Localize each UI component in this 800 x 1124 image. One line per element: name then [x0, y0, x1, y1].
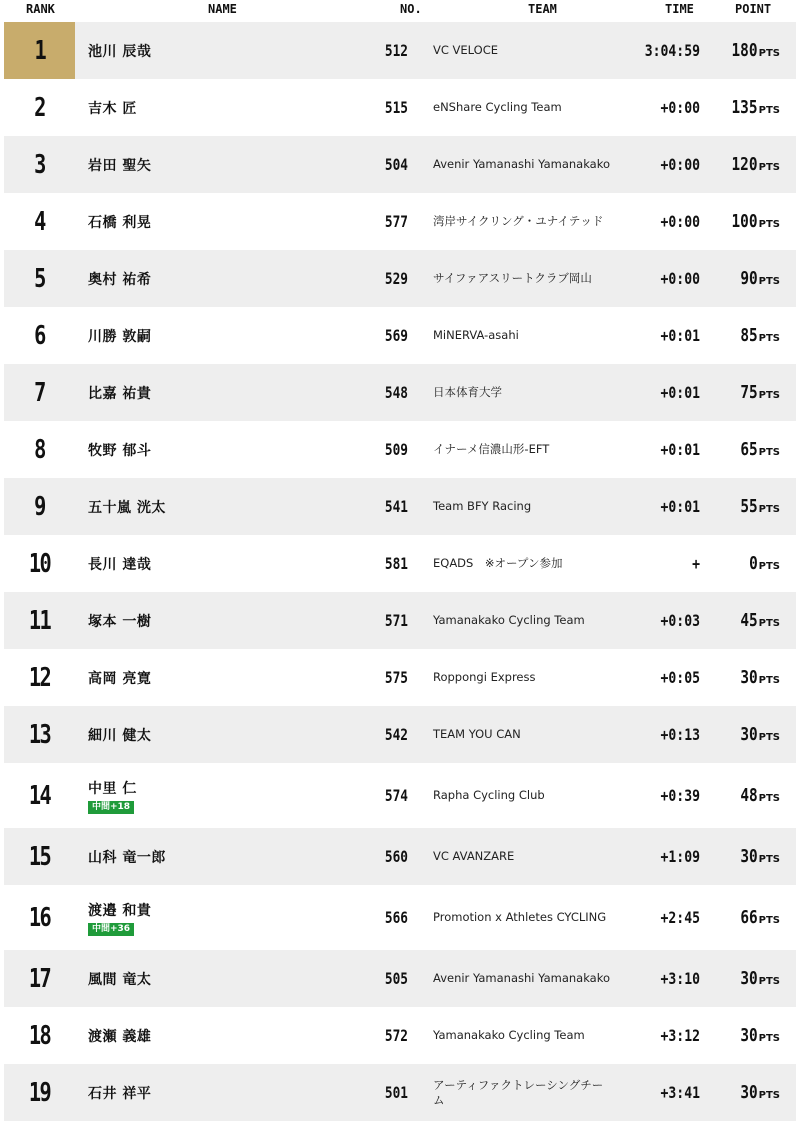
- table-row: [4, 364, 796, 421]
- bib-number: 566: [384, 908, 408, 927]
- table-body: [0, 22, 800, 1121]
- name-cell: [88, 1007, 151, 1064]
- points-unit: PTS: [758, 48, 780, 59]
- points-cell: [700, 1025, 780, 1046]
- name-cell: [88, 79, 137, 136]
- finish-time: +3:41: [660, 1083, 700, 1102]
- name-cell: [88, 535, 151, 592]
- points-cell: [700, 97, 780, 118]
- points-unit: PTS: [758, 561, 780, 572]
- intermediate-badge: 中間+18: [88, 801, 134, 814]
- header-point: POINT: [735, 2, 772, 16]
- rank-cell: [12, 763, 67, 828]
- points-cell: [700, 724, 780, 745]
- rider-name: 奥村 祐希: [88, 271, 152, 288]
- rider-name: 中里 仁: [88, 780, 137, 797]
- name-cell: [88, 22, 151, 79]
- finish-time: +0:01: [660, 497, 700, 516]
- points-value: 120: [731, 154, 758, 175]
- points-cell: [700, 846, 780, 867]
- finish-time: +0:39: [660, 786, 700, 805]
- rank-value: 7: [34, 377, 45, 408]
- bib-number: 529: [384, 269, 408, 288]
- points-unit: PTS: [758, 390, 780, 401]
- table-row: [4, 250, 796, 307]
- finish-time: +: [692, 554, 700, 573]
- points-value: 0: [748, 553, 758, 574]
- rank-value: 6: [34, 320, 45, 351]
- points-unit: PTS: [758, 1090, 780, 1101]
- finish-time: +0:05: [660, 668, 700, 687]
- rank-cell: [12, 136, 67, 193]
- points-unit: PTS: [758, 276, 780, 287]
- table-row: [4, 592, 796, 649]
- rider-name: 吉木 匠: [88, 100, 137, 117]
- points-value: 85: [740, 325, 758, 346]
- table-row: [4, 535, 796, 592]
- points-cell: [700, 968, 780, 989]
- team-name: サイファアスリートクラブ岡山: [433, 271, 592, 285]
- points-unit: PTS: [758, 162, 780, 173]
- bib-number: 501: [384, 1083, 408, 1102]
- rider-name: 池川 辰哉: [88, 43, 152, 60]
- rank-value: 9: [34, 491, 45, 522]
- rank-value: 1: [34, 35, 45, 66]
- rank-value: 13: [28, 719, 51, 750]
- finish-time: +0:00: [660, 155, 700, 174]
- points-value: 30: [740, 724, 758, 745]
- finish-time: +0:01: [660, 326, 700, 345]
- rider-name: 山科 竜一郎: [88, 849, 166, 866]
- rider-name: 塚本 一樹: [88, 613, 152, 630]
- points-unit: PTS: [758, 1033, 780, 1044]
- points-cell: [700, 907, 780, 928]
- team-name: 湾岸サイクリング・ユナイテッド: [433, 214, 604, 228]
- rank-cell: [12, 535, 67, 592]
- points-cell: [700, 154, 780, 175]
- bib-number: 542: [384, 725, 408, 744]
- points-cell: [700, 785, 780, 806]
- name-cell: [88, 250, 151, 307]
- rank-value: 18: [28, 1020, 51, 1051]
- name-cell: [88, 592, 151, 649]
- rider-name: 風間 竜太: [88, 971, 152, 988]
- bib-number: 509: [384, 440, 408, 459]
- bib-number: 505: [384, 969, 408, 988]
- finish-time: +0:01: [660, 440, 700, 459]
- bib-number: 577: [384, 212, 408, 231]
- table-header: [0, 0, 800, 22]
- points-unit: PTS: [758, 618, 780, 629]
- points-value: 100: [731, 211, 758, 232]
- bib-number: 575: [384, 668, 408, 687]
- points-unit: PTS: [758, 675, 780, 686]
- finish-time: +0:00: [660, 98, 700, 117]
- points-value: 66: [740, 907, 758, 928]
- points-cell: [700, 610, 780, 631]
- points-cell: [700, 211, 780, 232]
- rank-cell: [12, 421, 67, 478]
- finish-time: 3:04:59: [644, 41, 700, 60]
- table-row: [4, 950, 796, 1007]
- name-cell: [88, 364, 151, 421]
- team-name: Rapha Cycling Club: [433, 788, 545, 802]
- table-row: [4, 307, 796, 364]
- rank-value: 5: [34, 263, 45, 294]
- rider-name: 牧野 郁斗: [88, 442, 152, 459]
- points-cell: [700, 1082, 780, 1103]
- team-name: 日本体育大学: [433, 385, 502, 399]
- rank-cell: [12, 250, 67, 307]
- table-row: [4, 885, 796, 950]
- rank-value: 4: [34, 206, 45, 237]
- table-row: [4, 828, 796, 885]
- points-cell: [700, 667, 780, 688]
- bib-number: 569: [384, 326, 408, 345]
- points-unit: PTS: [758, 447, 780, 458]
- rank-cell: [12, 592, 67, 649]
- name-cell: [88, 307, 151, 364]
- points-value: 48: [740, 785, 758, 806]
- name-cell: [88, 136, 151, 193]
- points-unit: PTS: [758, 504, 780, 515]
- bib-number: 572: [384, 1026, 408, 1045]
- table-row: [4, 478, 796, 535]
- finish-time: +0:03: [660, 611, 700, 630]
- team-name: Yamanakako Cycling Team: [433, 613, 585, 627]
- finish-time: +0:00: [660, 269, 700, 288]
- team-name: Avenir Yamanashi Yamanakako: [433, 971, 611, 985]
- rider-name: 川勝 敦嗣: [88, 328, 152, 345]
- rank-value: 15: [28, 841, 51, 872]
- rank-cell: [12, 193, 67, 250]
- table-row: [4, 79, 796, 136]
- table-row: [4, 1007, 796, 1064]
- rank-cell: [12, 828, 67, 885]
- table-row: [4, 193, 796, 250]
- bib-number: 574: [384, 786, 408, 805]
- team-name: Promotion x Athletes CYCLING: [433, 910, 607, 924]
- points-unit: PTS: [758, 793, 780, 804]
- team-name: Yamanakako Cycling Team: [433, 1028, 585, 1042]
- rank-value: 12: [28, 662, 51, 693]
- header-time: TIME: [665, 2, 694, 16]
- rider-name: 比嘉 祐貴: [88, 385, 152, 402]
- rank-value: 2: [34, 92, 45, 123]
- table-row: [4, 649, 796, 706]
- points-value: 30: [740, 1025, 758, 1046]
- points-value: 55: [740, 496, 758, 517]
- points-value: 75: [740, 382, 758, 403]
- bib-number: 571: [384, 611, 408, 630]
- points-cell: [700, 439, 780, 460]
- points-cell: [700, 268, 780, 289]
- points-value: 135: [731, 97, 758, 118]
- team-name: EQADS ※オープン参加: [433, 556, 563, 570]
- rider-name: 石井 祥平: [88, 1085, 152, 1102]
- rank-cell: [12, 1064, 67, 1121]
- points-cell: [700, 496, 780, 517]
- name-cell: [88, 885, 151, 950]
- points-value: 30: [740, 968, 758, 989]
- rank-value: 10: [28, 548, 51, 579]
- rider-name: 五十嵐 洸太: [88, 499, 166, 516]
- name-cell: [88, 763, 137, 828]
- finish-time: +2:45: [660, 908, 700, 927]
- rank-cell: [12, 885, 67, 950]
- points-cell: [700, 382, 780, 403]
- rank-cell: [12, 478, 67, 535]
- name-cell: [88, 828, 166, 885]
- points-unit: PTS: [758, 333, 780, 344]
- rank-cell: [12, 307, 67, 364]
- team-name: アーティファクトレーシングチーム: [433, 1077, 604, 1107]
- rank-cell: [12, 1007, 67, 1064]
- table-row: [4, 706, 796, 763]
- points-unit: PTS: [758, 105, 780, 116]
- rider-name: 渡邉 和貴: [88, 902, 152, 919]
- points-unit: PTS: [758, 915, 780, 926]
- rank-value: 16: [28, 902, 51, 933]
- points-unit: PTS: [758, 219, 780, 230]
- header-no: NO.: [400, 2, 422, 16]
- points-unit: PTS: [758, 854, 780, 865]
- bib-number: 548: [384, 383, 408, 402]
- bib-number: 515: [384, 98, 408, 117]
- points-cell: [700, 553, 780, 574]
- points-unit: PTS: [758, 976, 780, 987]
- points-value: 65: [740, 439, 758, 460]
- points-value: 30: [740, 1082, 758, 1103]
- points-value: 180: [731, 40, 758, 61]
- team-name: eNShare Cycling Team: [433, 100, 562, 114]
- rider-name: 細川 健太: [88, 727, 152, 744]
- points-unit: PTS: [758, 732, 780, 743]
- rank-value: 19: [28, 1077, 51, 1108]
- bib-number: 541: [384, 497, 408, 516]
- finish-time: +3:10: [660, 969, 700, 988]
- rank-cell: [4, 22, 75, 79]
- name-cell: [88, 706, 151, 763]
- rider-name: 高岡 亮寛: [88, 670, 152, 687]
- table-row: [4, 22, 796, 79]
- name-cell: [88, 950, 151, 1007]
- name-cell: [88, 478, 166, 535]
- finish-time: +0:13: [660, 725, 700, 744]
- team-name: VC AVANZARE: [433, 849, 515, 863]
- team-name: イナーメ信濃山形-EFT: [433, 442, 550, 456]
- points-cell: [700, 40, 780, 61]
- rank-value: 11: [28, 605, 51, 636]
- rider-name: 岩田 聖矢: [88, 157, 152, 174]
- rank-cell: [12, 950, 67, 1007]
- rank-value: 17: [28, 963, 51, 994]
- intermediate-badge: 中間+36: [88, 923, 134, 936]
- points-cell: [700, 325, 780, 346]
- rank-cell: [12, 706, 67, 763]
- header-rank: RANK: [26, 2, 55, 16]
- team-name: Roppongi Express: [433, 670, 536, 684]
- table-row: [4, 1064, 796, 1121]
- points-value: 90: [740, 268, 758, 289]
- team-name: VC VELOCE: [433, 43, 499, 57]
- name-cell: [88, 649, 151, 706]
- bib-number: 581: [384, 554, 408, 573]
- points-value: 30: [740, 667, 758, 688]
- team-name: MiNERVA-asahi: [433, 328, 519, 342]
- header-name: NAME: [208, 2, 237, 16]
- rank-cell: [12, 649, 67, 706]
- finish-time: +1:09: [660, 847, 700, 866]
- points-value: 45: [740, 610, 758, 631]
- team-name: Team BFY Racing: [433, 499, 532, 513]
- table-row: [4, 763, 796, 828]
- header-team: TEAM: [528, 2, 557, 16]
- name-cell: [88, 421, 151, 478]
- name-cell: [88, 193, 151, 250]
- rank-value: 3: [34, 149, 45, 180]
- bib-number: 504: [384, 155, 408, 174]
- table-row: [4, 136, 796, 193]
- points-value: 30: [740, 846, 758, 867]
- finish-time: +0:00: [660, 212, 700, 231]
- table-row: [4, 421, 796, 478]
- rank-cell: [12, 79, 67, 136]
- bib-number: 560: [384, 847, 408, 866]
- rank-value: 14: [28, 780, 51, 811]
- rank-value: 8: [34, 434, 45, 465]
- rider-name: 渡瀬 義雄: [88, 1028, 152, 1045]
- finish-time: +0:01: [660, 383, 700, 402]
- bib-number: 512: [384, 41, 408, 60]
- rank-cell: [12, 364, 67, 421]
- team-name: Avenir Yamanashi Yamanakako: [433, 157, 611, 171]
- name-cell: [88, 1064, 151, 1121]
- team-name: TEAM YOU CAN: [433, 727, 521, 741]
- rider-name: 石橋 利晃: [88, 214, 152, 231]
- rider-name: 長川 達哉: [88, 556, 152, 573]
- finish-time: +3:12: [660, 1026, 700, 1045]
